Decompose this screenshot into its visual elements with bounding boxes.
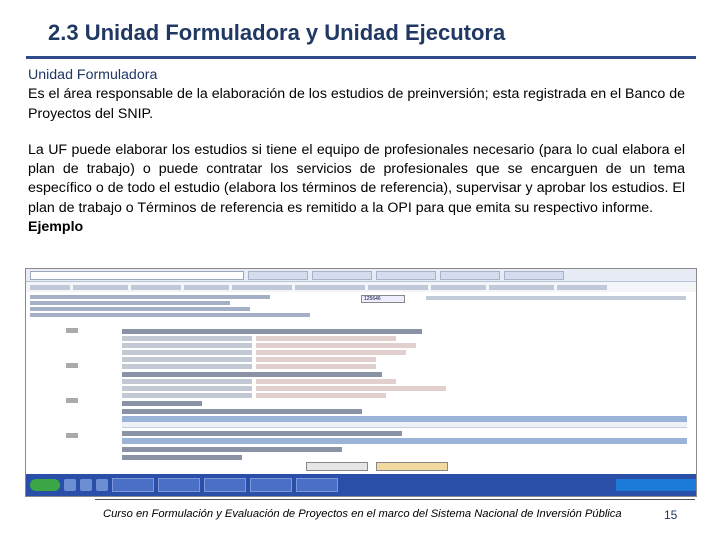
quicklaunch-icon: [64, 479, 76, 491]
snip-form-page: [26, 292, 696, 474]
form-content: [122, 326, 687, 462]
footer-text: Curso en Formulación y Evaluación de Proyectos en el marco del Sistema Nacional de Inversión Pública: [103, 508, 622, 520]
project-code-box: 125646: [361, 295, 405, 303]
quicklaunch-icon: [96, 479, 108, 491]
quicklaunch-icon: [80, 479, 92, 491]
page-number: 15: [664, 508, 678, 522]
uf-paragraph: La UF puede elaborar los estudios si tiene el equipo de profesionales necesario (para lo cual elabora el plan de trabajo) o puede contratar los servicios de profesionales que se encarguen de un tema específico o de todo el estudio (elabora los términos de referencia), supervisar y aprobar los estudios. El plan de trabajo o Términos de referencia es remitido a la OPI para que emita su respectivo informe.: [28, 141, 685, 216]
table-header: [122, 438, 687, 444]
form-header-info: [30, 295, 330, 319]
section-numbers: [66, 328, 78, 468]
taskbar-item: [204, 478, 246, 492]
footer-divider: [95, 499, 695, 500]
title-divider: [26, 56, 696, 59]
intro-text: Es el área responsable de la elaboración de los estudios de preinversión; esta registrada en el Banco de Proyectos del SNIP.: [28, 86, 685, 122]
form-buttons: [306, 462, 448, 471]
browser-tab: [376, 271, 436, 280]
url-field: [30, 271, 244, 280]
windows-taskbar: [26, 474, 696, 496]
browser-tab: [504, 271, 564, 280]
system-tray: [616, 479, 696, 491]
taskbar-item: [296, 478, 338, 492]
start-button-icon: [30, 479, 60, 491]
table-row: [122, 422, 687, 428]
embedded-screenshot: [25, 268, 697, 497]
browser-tab: [312, 271, 372, 280]
form-header-right: [426, 296, 686, 300]
taskbar-item: [112, 478, 154, 492]
taskbar-item: [158, 478, 200, 492]
slide-title: 2.3 Unidad Formuladora y Unidad Ejecutora: [48, 20, 506, 45]
browser-tab: [248, 271, 308, 280]
unidad-formuladora-heading: Unidad Formuladora: [28, 67, 158, 83]
imprimir-button: [306, 462, 368, 471]
taskbar-item: [250, 478, 292, 492]
browser-tab: [440, 271, 500, 280]
example-label: Ejemplo: [28, 219, 84, 236]
browser-address-bar: [26, 269, 696, 282]
regresar-button: [376, 462, 448, 471]
slide-body: [28, 66, 685, 237]
